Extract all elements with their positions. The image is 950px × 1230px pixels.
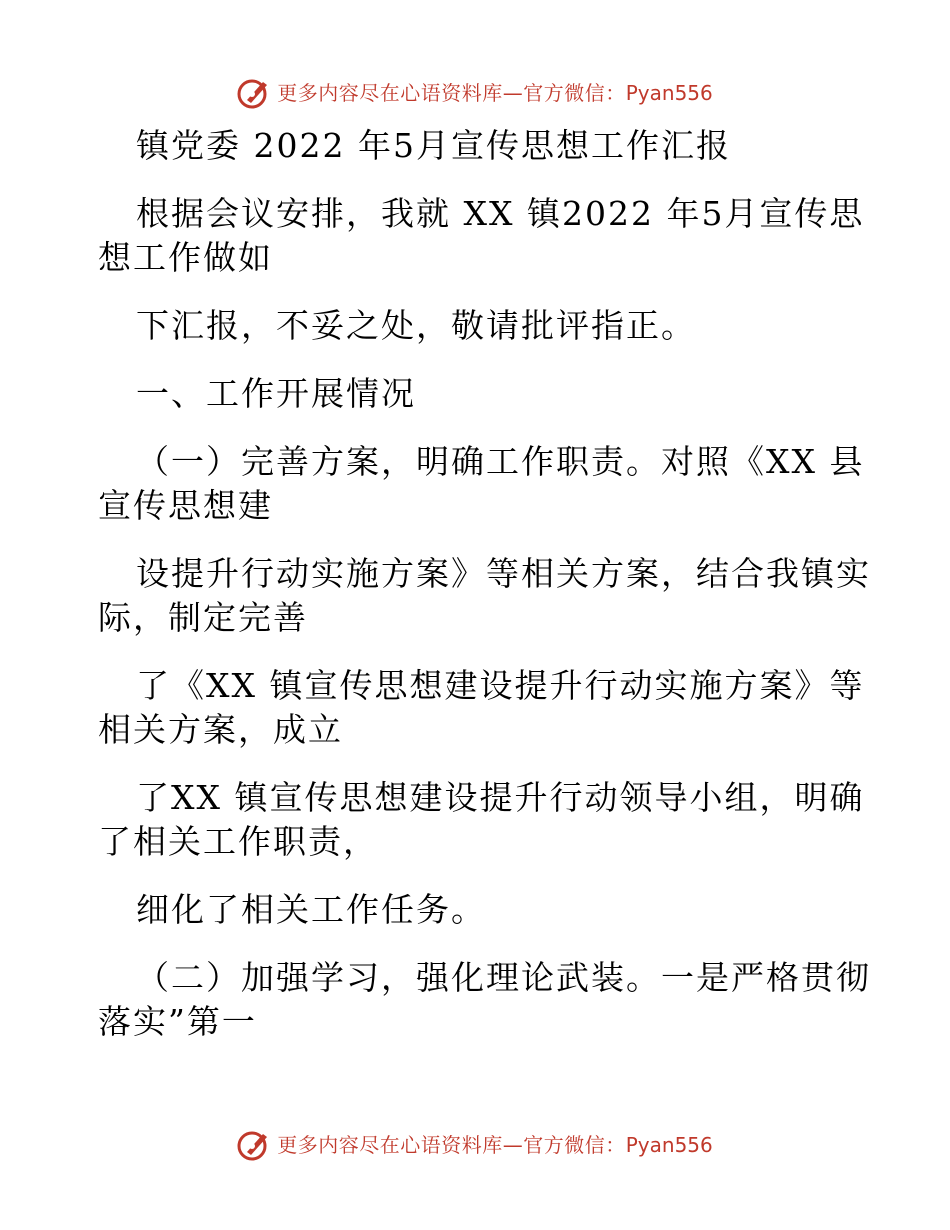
paragraph-line: 想工作做如 bbox=[98, 238, 273, 277]
paragraph-line: 相关方案，成立 bbox=[98, 710, 343, 749]
paragraph-line: （二）加强学习，强化理论武装。一是严格贯彻 bbox=[136, 958, 871, 997]
paragraph-line: 了XX 镇宣传思想建设提升行动领导小组，明确 bbox=[136, 778, 865, 817]
watermark-text: 更多内容尽在心语资料库—官方微信： bbox=[277, 81, 626, 105]
paragraph-line: 下汇报，不妥之处，敬请批评指正。 bbox=[136, 306, 696, 345]
paragraph-line: 际，制定完善 bbox=[98, 598, 308, 637]
section-heading: 一、工作开展情况 bbox=[136, 374, 416, 413]
paragraph-line: 了相关工作职责， bbox=[98, 822, 378, 861]
watermark-wechat-id: Pyan556 bbox=[625, 1133, 713, 1157]
document-title: 镇党委 2022 年5月宣传思想工作汇报 bbox=[136, 126, 731, 165]
paragraph-line: 宣传思想建 bbox=[98, 486, 273, 525]
paragraph-line: （一）完善方案，明确工作职责。对照《XX 县 bbox=[136, 442, 865, 481]
watermark-bottom bbox=[0, 1128, 950, 1162]
paragraph-line: 细化了相关工作任务。 bbox=[136, 890, 486, 929]
paragraph-line: 落实”第一 bbox=[98, 1002, 257, 1041]
document-body bbox=[98, 124, 871, 1044]
pen-circle-icon bbox=[237, 1128, 271, 1162]
paragraph-line: 根据会议安排，我就 XX 镇2022 年5月宣传思 bbox=[136, 194, 865, 233]
watermark-wechat-id: Pyan556 bbox=[625, 81, 713, 105]
paragraph-line: 了《XX 镇宣传思想建设提升行动实施方案》等 bbox=[136, 666, 865, 705]
pen-circle-icon bbox=[237, 76, 271, 110]
paragraph-line: 设提升行动实施方案》等相关方案，结合我镇实 bbox=[136, 554, 871, 593]
watermark-text: 更多内容尽在心语资料库—官方微信： bbox=[277, 1133, 626, 1157]
watermark-top bbox=[0, 76, 950, 110]
